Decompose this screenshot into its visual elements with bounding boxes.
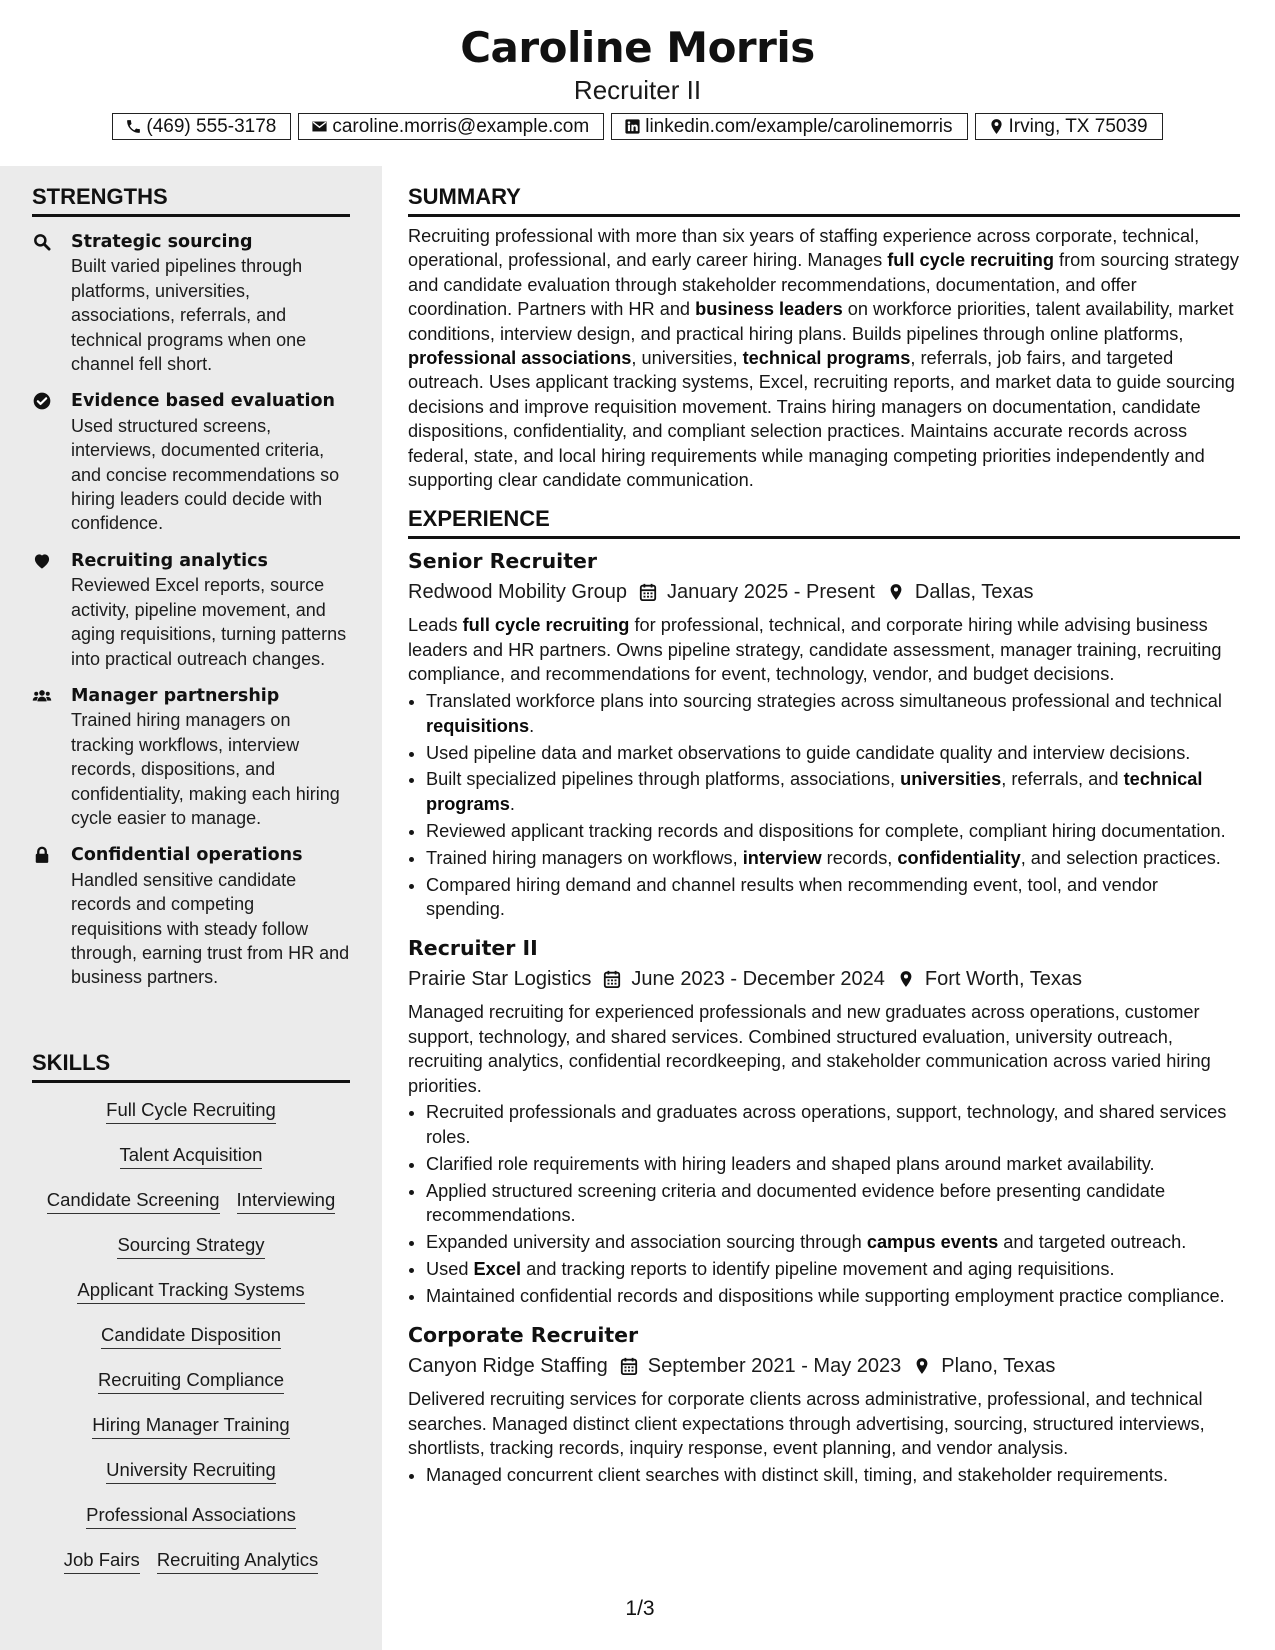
text-run: Used — [426, 1258, 474, 1279]
candidate-title: Recruiter II — [573, 75, 702, 105]
heart-icon — [32, 551, 52, 571]
skill-row — [32, 1363, 350, 1408]
job-bullet — [426, 689, 1240, 738]
skill-tag: Interviewing — [237, 1183, 336, 1214]
summary-heading: SUMMARY — [408, 184, 1240, 217]
users-icon — [32, 686, 52, 706]
skills-list — [32, 1093, 350, 1588]
location-pin-icon — [913, 1356, 931, 1376]
strength-desc: Reviewed Excel reports, source activity, pipeline movement, and aging requisitions, turning patterns into practical outreach changes. — [71, 575, 347, 669]
text-run: for professional, technical, and corporate hiring while advising business leaders and HR partners. Owns pipeline strategy, candidate assessment, manager training, recruiting compliance, and recommendations for event, technology, vendor, and budget decisions. — [408, 615, 1222, 685]
contact-phone-text: (469) 555-3178 — [146, 115, 277, 137]
text-run: Recruited professionals and graduates across operations, support, technology, and shared services roles. — [426, 1102, 1227, 1147]
job-company: Redwood Mobility Group — [408, 581, 627, 604]
skill-row — [32, 1453, 350, 1498]
bold-keyword: interview — [742, 847, 822, 868]
bold-keyword: campus events — [866, 1232, 999, 1252]
text-run: on workforce priorities, talent availability, market conditions, interview design, and practical hiring plans. Builds pipelines through online platforms, — [408, 299, 1234, 344]
bold-keyword: professional associations — [408, 348, 632, 369]
job-location: Dallas, Texas — [914, 581, 1034, 604]
skills-section — [32, 1050, 350, 1588]
experience-heading: EXPERIENCE — [408, 506, 1240, 539]
job-meta — [408, 1351, 1240, 1381]
text-run: , referrals, job fairs, and targeted outreach. Uses applicant tracking systems, Excel, recruiting reports, and market data to guide sourcing decisions and improve requisition movement. Trains hiring managers on documentation, candidate dispositions, confidentiality, and compliant selection practices. Maintains accurate records across federal, state, and local hiring requirements while managing competing priorities independently and supporting clear candidate communication. — [408, 348, 1235, 491]
job-bullet — [426, 846, 1240, 870]
skill-row — [32, 1138, 350, 1183]
envelope-icon — [311, 118, 328, 135]
linkedin-icon — [624, 118, 641, 135]
skill-tag: Applicant Tracking Systems — [77, 1273, 304, 1304]
job-dates: January 2025 - Present — [667, 581, 875, 604]
strength-desc: Handled sensitive candidate records and competing requisitions with steady follow through, earning trust from HR and business partners. — [71, 869, 350, 988]
job-bullet — [426, 819, 1240, 843]
skill-row — [32, 1318, 350, 1363]
contact-phone[interactable] — [112, 113, 291, 140]
sidebar — [0, 166, 382, 1650]
text-run: . — [529, 715, 535, 736]
contact-linkedin[interactable] — [611, 113, 967, 140]
job-bullets — [408, 1463, 1240, 1487]
check-circle-icon — [32, 391, 52, 411]
strength-desc: Built varied pipelines through platforms, universities, associations, referrals, and technical programs when one channel fell short. — [71, 256, 307, 375]
text-run: Translated workforce plans into sourcing strategies across simultaneous professional and technical — [426, 691, 1222, 712]
strength-item — [32, 549, 350, 671]
strength-title: Evidence based evaluation — [71, 391, 335, 412]
bold-keyword: confidentiality — [897, 847, 1021, 868]
experience-list — [408, 546, 1240, 1487]
job-bullet — [426, 1152, 1240, 1176]
calendar-icon — [603, 969, 621, 989]
skills-heading: SKILLS — [32, 1050, 350, 1083]
job-title: Senior Recruiter — [408, 549, 598, 574]
contact-linkedin-text: linkedin.com/example/carolinemorris — [645, 115, 953, 137]
main-content — [408, 166, 1240, 1487]
skill-tag: University Recruiting — [106, 1453, 276, 1484]
job-entry — [408, 546, 1240, 921]
job-bullet — [426, 1284, 1240, 1308]
strength-item — [32, 230, 350, 376]
strength-item — [32, 843, 350, 989]
text-run: Recruiting professional with more than six years of staffing experience across corporate, technical, operational, professional, and early career hiring. Manages — [408, 226, 1200, 271]
text-run: Applied structured screening criteria and documented evidence before presenting candidate recommendations. — [426, 1180, 1166, 1226]
skill-tag: Recruiting Analytics — [157, 1543, 318, 1574]
job-bullets — [408, 689, 1240, 921]
bold-keyword: technical programs — [426, 769, 1203, 814]
resume-header — [0, 22, 1275, 106]
job-meta — [408, 964, 1240, 994]
location-pin-icon — [887, 582, 905, 602]
skill-tag: Hiring Manager Training — [92, 1408, 289, 1439]
strength-title: Strategic sourcing — [71, 232, 253, 252]
strength-item — [32, 684, 350, 830]
job-location: Fort Worth, Texas — [924, 968, 1082, 991]
bold-keyword: business leaders — [695, 299, 843, 320]
skill-row — [32, 1543, 350, 1588]
text-run: Built specialized pipelines through platforms, associations, — [426, 769, 901, 790]
skill-row — [32, 1408, 350, 1453]
text-run: from sourcing strategy and candidate evaluation through stakeholder recommendations, documentation, and offer coordination. Partners with HR and — [408, 250, 1239, 320]
job-bullet — [426, 1179, 1240, 1228]
text-run: Leads — [408, 615, 463, 636]
text-run: Compared hiring demand and channel results when recommending event, tool, and vendor spending. — [426, 874, 1158, 919]
skill-tag: Candidate Disposition — [101, 1318, 281, 1349]
job-dates: September 2021 - May 2023 — [647, 1355, 902, 1378]
job-title: Corporate Recruiter — [408, 1323, 639, 1348]
strength-title: Confidential operations — [71, 845, 303, 866]
strength-item — [32, 389, 350, 535]
strengths-heading: STRENGTHS — [32, 184, 350, 217]
location-pin-icon — [897, 969, 915, 989]
job-description — [408, 1387, 1240, 1460]
contact-email-text: caroline.morris@example.com — [332, 115, 590, 137]
text-run: . — [509, 793, 515, 814]
phone-icon — [125, 118, 142, 135]
lock-icon — [32, 845, 52, 865]
strength-desc: Trained hiring managers on tracking workflows, interview records, dispositions, and confidentiality, making each hiring cycle easier to manage. — [71, 710, 340, 828]
skill-tag: Candidate Screening — [47, 1183, 220, 1214]
strength-title: Recruiting analytics — [71, 550, 268, 571]
job-bullet — [426, 741, 1240, 765]
job-bullet — [426, 1100, 1240, 1149]
contact-email[interactable] — [298, 113, 604, 140]
contact-location — [975, 113, 1163, 140]
skill-row — [32, 1498, 350, 1543]
bold-keyword: full cycle recruiting — [462, 615, 630, 636]
text-run: Used pipeline data and market observations to guide candidate quality and interview decisions. — [426, 742, 1191, 763]
job-bullet — [426, 1463, 1240, 1487]
skill-tag: Recruiting Compliance — [98, 1363, 284, 1394]
skill-tag: Full Cycle Recruiting — [106, 1093, 276, 1124]
job-dates: June 2023 - December 2024 — [631, 968, 885, 991]
text-run: Managed recruiting for experienced professionals and new graduates across operations, customer support, technology, and shared services. Combined structured evaluation, university outreach, recruiting analytics, confidential recordkeeping, and stakeholder communication across varied hiring priorities. — [408, 1002, 1211, 1096]
skill-row — [32, 1183, 350, 1228]
text-run: Managed concurrent client searches with distinct skill, timing, and stakeholder requirements. — [426, 1464, 1169, 1485]
job-description — [408, 1000, 1240, 1098]
job-meta — [408, 577, 1240, 607]
job-bullet — [426, 873, 1240, 922]
job-company: Prairie Star Logistics — [408, 968, 592, 991]
search-icon — [32, 232, 52, 252]
candidate-name: Caroline Morris — [460, 23, 815, 72]
skill-row — [32, 1228, 350, 1273]
skill-tag: Sourcing Strategy — [117, 1228, 264, 1259]
job-entry — [408, 933, 1240, 1308]
job-title: Recruiter II — [408, 936, 538, 961]
skill-row — [32, 1093, 350, 1138]
bold-keyword: full cycle recruiting — [887, 250, 1054, 271]
summary-text — [408, 224, 1240, 492]
strengths-section — [32, 184, 350, 990]
job-entry — [408, 1320, 1240, 1487]
strength-title: Manager partnership — [71, 685, 280, 706]
job-description — [408, 613, 1240, 686]
text-run: and tracking reports to identify pipeline movement and aging requisitions. — [521, 1258, 1115, 1279]
page-number: 1/3 — [625, 1597, 655, 1620]
job-bullet — [426, 1257, 1240, 1281]
text-run: , referrals, and — [1001, 769, 1124, 790]
job-bullets — [408, 1100, 1240, 1308]
skill-tag: Professional Associations — [86, 1498, 296, 1529]
calendar-icon — [620, 1356, 638, 1376]
text-run: Trained hiring managers on workflows, — [426, 847, 743, 868]
bold-keyword: requisitions — [426, 715, 530, 736]
text-run: Reviewed applicant tracking records and dispositions for complete, compliant hiring documentation. — [426, 820, 1226, 841]
location-pin-icon — [988, 118, 1005, 135]
text-run: Delivered recruiting services for corporate clients across administrative, professional, and technical searches. Managed distinct client expectations through advertising, sourcing, structured interviews, shortlists, tracking records, inquiry response, event planning, and vendor analysis. — [408, 1389, 1205, 1459]
bold-keyword: Excel — [473, 1258, 522, 1279]
skill-tag: Talent Acquisition — [120, 1138, 263, 1169]
job-bullet — [426, 767, 1240, 816]
bold-keyword: technical programs — [742, 348, 911, 369]
contact-bar — [0, 113, 1275, 140]
skill-row — [32, 1273, 350, 1318]
calendar-icon — [639, 582, 657, 602]
text-run: and targeted outreach. — [998, 1232, 1187, 1252]
strength-desc: Used structured screens, interviews, documented criteria, and concise recommendations so hiring leaders could decide with confidence. — [71, 415, 340, 534]
skill-tag: Job Fairs — [64, 1543, 140, 1574]
contact-location-text: Irving, TX 75039 — [1008, 115, 1148, 137]
text-run: records, — [821, 847, 898, 868]
text-run: , universities, — [631, 348, 743, 369]
text-run: Clarified role requirements with hiring leaders and shaped plans around market availability. — [426, 1153, 1155, 1174]
bold-keyword: universities — [900, 769, 1002, 790]
job-location: Plano, Texas — [941, 1355, 1056, 1378]
job-bullet — [426, 1230, 1240, 1254]
text-run: , and selection practices. — [1020, 847, 1221, 868]
job-company: Canyon Ridge Staffing — [408, 1355, 608, 1378]
text-run: Maintained confidential records and dispositions while supporting employment practice compliance. — [426, 1285, 1225, 1306]
text-run: Expanded university and association sourcing through — [426, 1232, 867, 1252]
